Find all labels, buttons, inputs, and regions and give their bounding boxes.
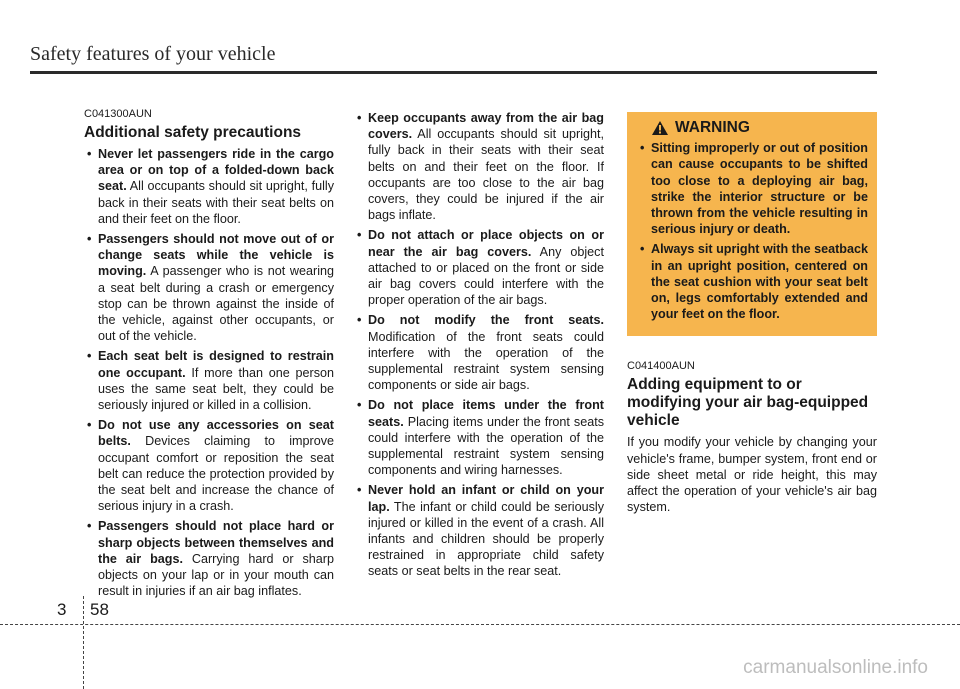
section-code: C041300AUN	[84, 108, 152, 120]
warning-header	[651, 120, 868, 136]
watermark: carmanualsonline.info	[743, 657, 928, 678]
list-item: • Do not attach or place objects on or near the air bag covers. Any object attached to or placed on the front or side air bag covers could interfere with the proper operation of the air bags.	[354, 227, 604, 308]
footer-divider	[83, 596, 84, 689]
section-number: 3	[57, 600, 67, 619]
precautions-list-continued	[354, 110, 604, 580]
warning-item: • Always sit upright with the seatback in an upright position, centered on the seat cushion with your seat belt on, legs comfortably extended and your feet on the floor.	[637, 241, 868, 322]
list-item: • Do not use any accessories on seat belts. Devices claiming to improve occupant comfort or reposition the seat belt can reduce the protection provided by the seat belt and increase the chance of serious injury in a crash.	[84, 417, 334, 514]
list-item: • Passengers should not move out of or change seats while the vehicle is moving. A passenger who is not wearing a seat belt during a crash or emergency stop can be thrown against the inside of the vehicle, against other occupants, or out of the vehicle.	[84, 231, 334, 344]
list-item: • Never hold an infant or child on your lap. The infant or child could be seriously injured or killed in the event of a crash. All infants and children should be properly restrained in appropriate child safety seats or seat belts in the rear seat.	[354, 482, 604, 579]
section-heading: Additional safety precautions	[84, 124, 302, 141]
warning-title: WARNING	[675, 119, 750, 136]
page-header-title: Safety features of your vehicle	[30, 43, 276, 65]
section-body: If you modify your vehicle by changing your vehicle's frame, bumper system, front end or side sheet metal or ride height, this may affect the operation of your vehicle's air bag system.	[627, 435, 877, 515]
list-item: • Passengers should not place hard or sharp objects between themselves and the air bags. Carrying hard or sharp objects on your lap or in your mouth can result in injuries if an air bag inflates.	[84, 518, 334, 599]
column-2	[354, 110, 604, 584]
precautions-list	[84, 146, 334, 599]
header-rule	[30, 71, 877, 74]
list-item: • Keep occupants away from the air bag covers. All occupants should sit upright, fully back in their seats with their seat belts on and their feet on the floor. If occupants are too close to the air bag covers, they could be injured if the air bags inflate.	[354, 110, 604, 223]
column-1	[84, 108, 334, 603]
warning-item: • Sitting improperly or out of position can cause occupants to be shifted too close to a deploying air bag, strike the interior structure or be thrown from the vehicle resulting in serious injury or death.	[637, 140, 868, 237]
warning-box	[627, 112, 877, 336]
list-item: • Do not place items under the front seats. Placing items under the front seats could interfere with the operation of the supplemental restraint system sensing components and wiring harnesses.	[354, 397, 604, 478]
column-3	[627, 108, 877, 515]
list-item: • Do not modify the front seats. Modification of the front seats could interfere with the operation of the supplemental restraint system sensing components or side air bags.	[354, 312, 604, 393]
list-item: • Each seat belt is designed to restrain one occupant. If more than one person uses the same seat belt, they could be seriously injured or killed in a collision.	[84, 348, 334, 413]
warning-list	[637, 140, 868, 322]
list-item: • Never let passengers ride in the cargo area or on top of a folded-down back seat. All occupants should sit upright, fully back in their seats with their seat belts on and their feet on the floor.	[84, 146, 334, 227]
section-heading: Adding equipment to or modifying your air bag-equipped vehicle	[627, 376, 869, 430]
footer-rule	[0, 624, 960, 625]
section-code: C041400AUN	[627, 360, 695, 373]
warning-triangle-icon	[651, 120, 669, 136]
page-number: 58	[90, 600, 109, 619]
